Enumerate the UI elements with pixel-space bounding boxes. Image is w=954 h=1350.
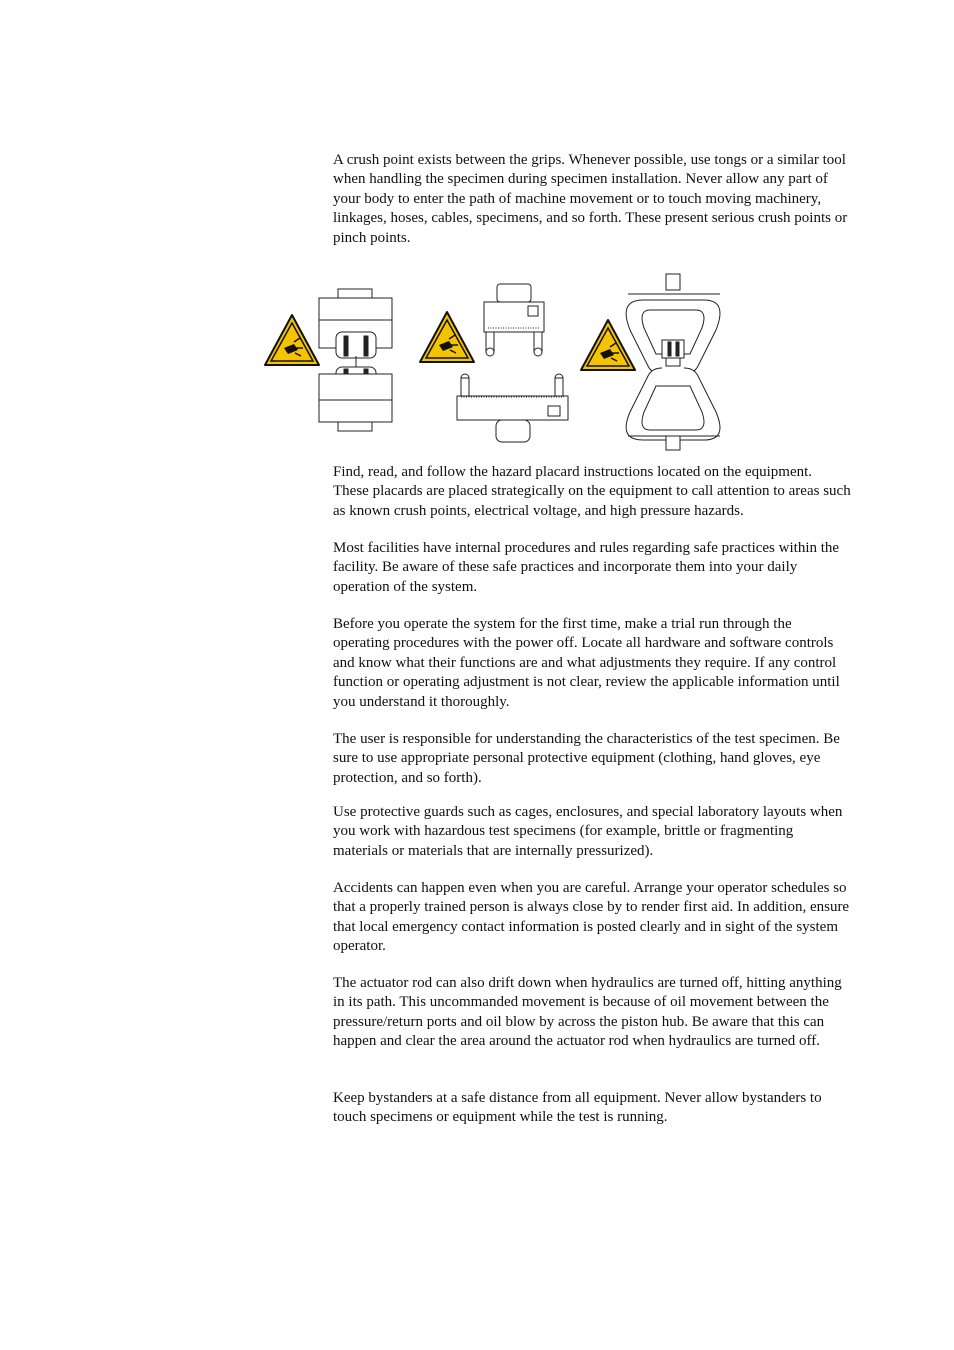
paragraph-actuator-drift: The actuator rod can also drift down when hydraulics are turned off, hitting anything in its path. This uncommanded movement is because of oil movement between the pressure/return ports and oil blow by across the piston hub. Be aware that this can happen and clear the area around the actuator rod when hydraulics are turned off.: [333, 975, 842, 1050]
wedge-grip-illustration: [319, 289, 392, 431]
paragraph-protective-equipment: The user is responsible for understanding the characteristics of the test specimen. Be sure to use appropriate personal protective equipment (clothing, hand gloves, eye protection, and so forth).: [333, 731, 840, 786]
paragraph-hazard-placards: Find, read, and follow the hazard placard instructions located on the equipment. These placards are placed strategically on the equipment to call attention to areas such as known crush points, electrical voltage, and high pressure hazards.: [333, 464, 851, 519]
paragraph-trial-run: Before you operate the system for the first time, make a trial run through the operating procedures with the power off. Locate all hardware and software controls and know what their functions are and what adjustments they require. If any control function or operating adjustment is not clear, review the applicable information until you understand it thoroughly.: [333, 616, 840, 710]
paragraph-facility-procedures: Most facilities have internal procedures and rules regarding safe practices within the facility. Be aware of these safe practices and incorporate them into your daily operation of the system.: [333, 540, 840, 595]
crush-hazard-icon: [420, 312, 474, 362]
paragraph-crush-point: A crush point exists between the grips. Whenever possible, use tongs or a similar tool when handling the specimen during specimen installation. Never allow any part of your body to enter the path of machine movement or to touch moving machinery, linkages, hoses, cables, specimens, and so forth. These present serious crush points or pinch points.: [333, 152, 848, 246]
paragraph-first-aid: Accidents can happen even when you are careful. Arrange your operator schedules so that a properly trained person is always close by to render first aid. In addition, ensure that local emergency contact information is posted clearly and in sight of the system operator.: [333, 880, 850, 955]
paragraph-bystanders: Keep bystanders at a safe distance from all equipment. Never allow bystanders to touch specimens or equipment while the test is running.: [333, 1090, 822, 1126]
paragraph-protective-guards: Use protective guards such as cages, enclosures, and special laboratory layouts when you work with hazardous test specimens (for example, brittle or fragmenting materials or materials that are internally pressurized).: [333, 804, 843, 859]
clevis-grip-illustration: [626, 274, 720, 450]
crush-hazard-icon: [265, 315, 319, 365]
crush-point-figure: [258, 270, 728, 452]
crush-hazard-icon: [581, 320, 635, 370]
